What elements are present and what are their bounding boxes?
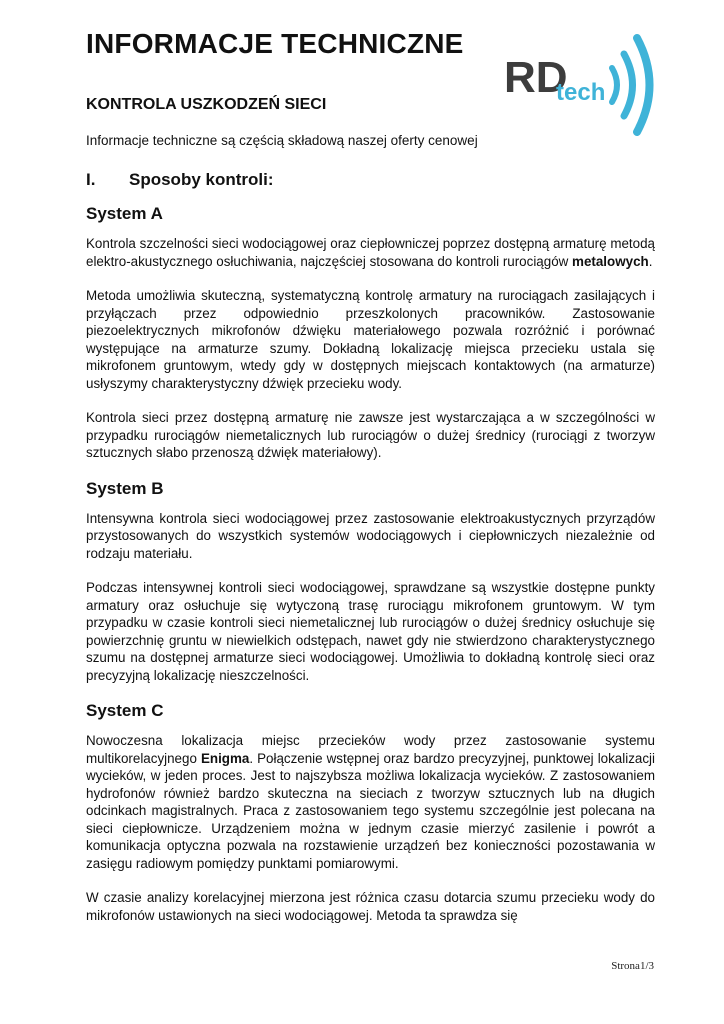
system-b-heading: System B bbox=[86, 478, 164, 498]
logo-main-text: RD bbox=[504, 53, 568, 102]
bold-enigma: Enigma bbox=[200, 750, 250, 766]
system-c-paragraph-2: W czasie analizy korelacyjnej mierzona jest różnica czasu dotarcia szumu przecieku wody do mikrofonów ustawionych na sieci wodociągowej. Metoda ta sprawdza się bbox=[86, 890, 655, 923]
system-c-heading: System C bbox=[86, 701, 164, 720]
page-number: Strona1/3 bbox=[611, 960, 654, 972]
rdtech-logo bbox=[500, 30, 670, 140]
document-subtitle: KONTROLA USZKODZEŃ SIECI bbox=[86, 96, 327, 113]
system-a-paragraph-3: Kontrola sieci przez dostępną armaturę nie zawsze jest wystarczająca a w szczególności w przypadku rurociągów niemetalicznych lub rurociągów o dużej średnicy (rurociągi z tworzyw sztucznych słabo przenoszą dźwięk materiałowy). bbox=[86, 410, 655, 460]
system-a-heading: System A bbox=[86, 204, 163, 223]
document-body bbox=[86, 204, 655, 941]
section-number: I. bbox=[86, 170, 96, 189]
sound-waves-icon bbox=[612, 38, 650, 132]
section-heading bbox=[86, 170, 274, 190]
logo-sub-text: tech bbox=[556, 79, 606, 106]
document-title: INFORMACJE TECHNICZNE bbox=[86, 28, 464, 59]
system-c-paragraph-1: Nowoczesna lokalizacja miejsc przecieków wody przez zastosowanie systemu multikorelacyjnego Enigma. Połączenie wstępnej oraz bardzo precyzyjnej, punktowej lokalizacji wycieków, w jeden proces. Jest to najszybsza możliwa lokalizacja wycieków. Z zastosowaniem hydrofonów również bardzo skuteczna na sieciach z tworzyw sztucznych lub na długich odcinkach magistralnych. Praca z zastosowaniem tego systemu szczególnie jest polecana na sieci ciepłownicze. Urządzeniem można w jednym czasie mierzyć zasilenie i powrót a komunikacja optyczna pozwala na rozstawienie urządzeń bez konieczności pozostawania w zasięgu radiowym pomiędzy punktami pomiarowymi. bbox=[86, 733, 655, 871]
section-title: Sposoby kontroli: bbox=[129, 170, 274, 189]
system-b-paragraph-1: Intensywna kontrola sieci wodociągowej przez zastosowanie elektroakustycznych przyrządów przystosowanych do wszystkich systemów wodociągowych i ciepłowniczych niezależnie od rodzaju materiału. bbox=[86, 510, 655, 561]
system-b-paragraph-2: Podczas intensywnej kontroli sieci wodociągowej, sprawdzane są wszystkie dostępne punkty armatury oraz osłuchuje się wytyczoną trasę rurociągu mikrofonem gruntowym. W tym przypadku w czasie kontroli sieci niemetalicznej lub rurociągów o dużej średnicy osłuchuje się powierzchnię gruntu w niewielkich odstępach, nawet gdy nie stwierdzono charakterystycznego szumu na dostępnej armaturze sieci wodociągowej. Umożliwia to dokładną kontrolę sieci oraz precyzyjną lokalizację nieszczelności. bbox=[86, 580, 655, 683]
system-a-paragraph-1: Kontrola szczelności sieci wodociągowej oraz ciepłowniczej poprzez dostępną armaturę metodą elektro-akustycznego osłuchiwania, najczęściej stosowana do kontroli rurociągów metalowych. bbox=[86, 236, 655, 269]
system-a-paragraph-2: Metoda umożliwia skuteczną, systematyczną kontrolę armatury na rurociągach zasilających i przyłączach przez odpowiednio przeszkolonych pracowników. Zastosowanie piezoelektrycznych mikrofonów dźwięku materiałowego pozwala rozróżnić i porównać występujące na armaturze szumy. Dokładną lokalizację miejsca przecieku ustala się mikrofonem gruntowym, wtedy gdy w dostępnych miejscach kontaktowych (na armaturze) usłyszymy charakterystyczny dźwięk przecieku wody. bbox=[86, 288, 655, 391]
bold-metalowych: metalowych bbox=[572, 253, 649, 269]
intro-text: Informacje techniczne są częścią składową naszej oferty cenowej bbox=[86, 133, 478, 148]
